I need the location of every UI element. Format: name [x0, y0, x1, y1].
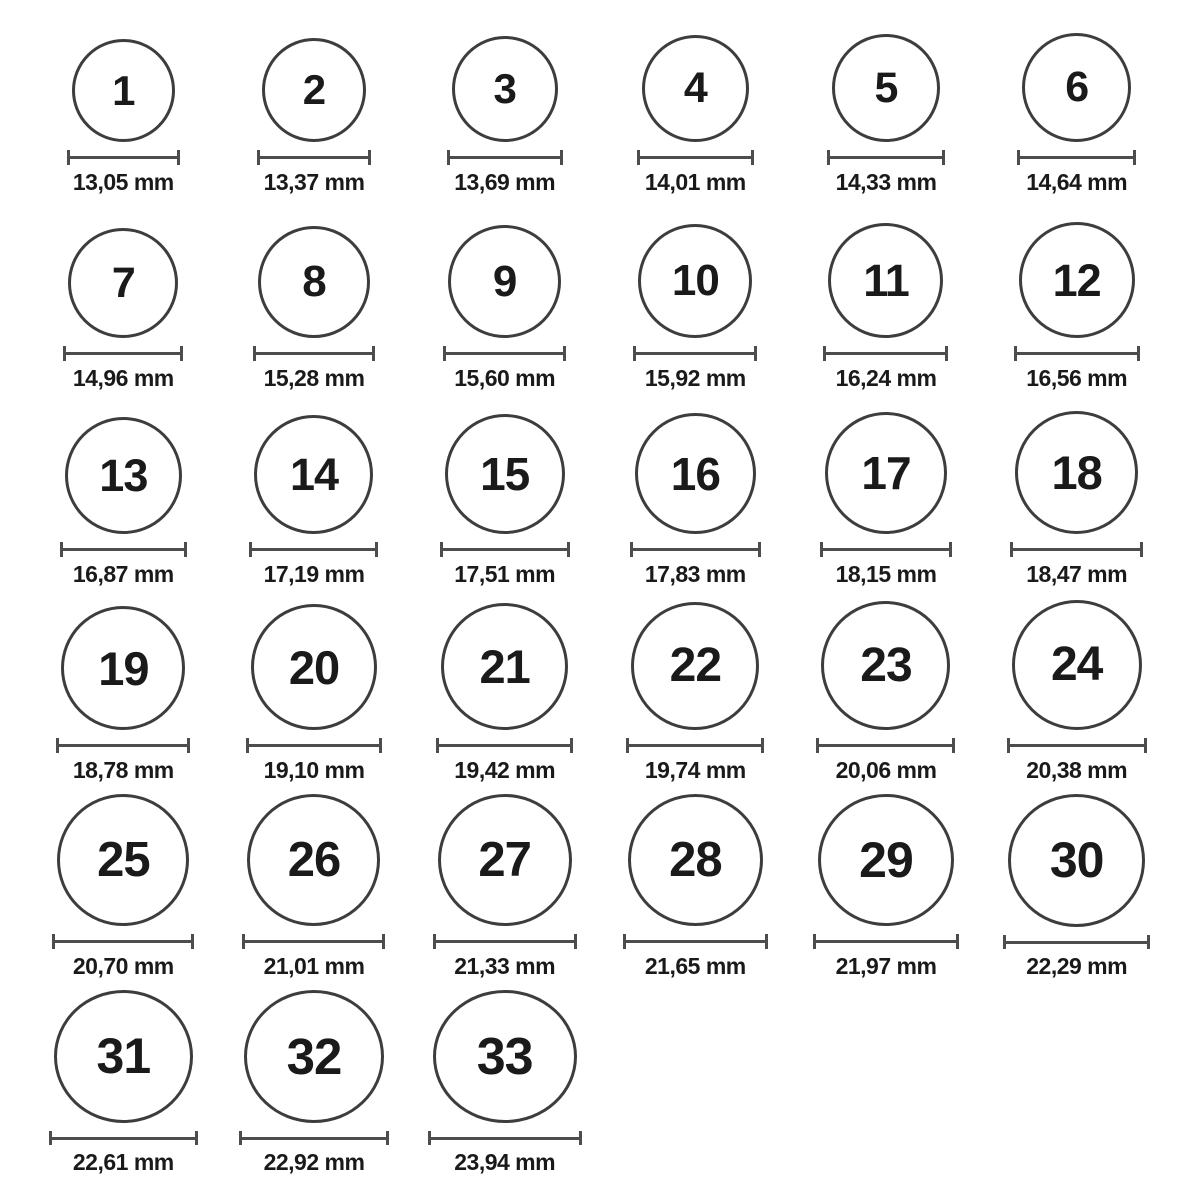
ring-circle — [821, 601, 950, 730]
diameter-measure-bar — [816, 940, 956, 943]
ring-circle — [828, 223, 943, 338]
ring-circle — [1015, 411, 1138, 534]
ring-size-cell — [28, 990, 219, 1186]
ring-size-cell — [219, 598, 410, 794]
diameter-measure-line — [1010, 542, 1143, 557]
diameter-measure-line — [1017, 150, 1136, 165]
diameter-label: 13,69 mm — [454, 169, 556, 195]
diameter-measure-bar — [70, 156, 177, 159]
diameter-measure-bar — [1006, 941, 1147, 944]
diameter-measure-bar — [59, 744, 187, 747]
diameter-measure-bar — [450, 156, 560, 159]
diameter-label: 20,70 mm — [72, 953, 174, 979]
ring-circle — [448, 225, 561, 338]
ring-size-cell — [600, 402, 791, 598]
diameter-label: 15,60 mm — [454, 365, 556, 391]
ring-circle — [445, 414, 565, 534]
ring-size-number: 11 — [863, 255, 909, 306]
ring-size-cell — [219, 10, 410, 206]
diameter-measure-bar — [626, 940, 765, 943]
ring-size-number: 23 — [860, 638, 912, 692]
ring-circle — [631, 602, 759, 730]
diameter-label: 14,64 mm — [1026, 169, 1128, 195]
diameter-measure-bar — [826, 352, 945, 355]
ring-size-number: 6 — [1065, 63, 1089, 111]
diameter-label: 22,61 mm — [72, 1149, 174, 1175]
ring-size-number: 26 — [287, 832, 341, 887]
diameter-measure-line — [239, 1131, 389, 1145]
diameter-label: 18,47 mm — [1026, 561, 1128, 587]
ring-size-number: 3 — [493, 65, 516, 112]
diameter-measure-line — [1014, 346, 1140, 361]
ring-circle — [61, 606, 185, 730]
ring-size-cell — [409, 10, 600, 206]
ring-size-cell — [981, 794, 1172, 990]
diameter-measure-line — [1007, 738, 1147, 753]
ring-size-cell — [981, 402, 1172, 598]
diameter-label: 14,01 mm — [644, 169, 746, 195]
ring-size-cell — [981, 598, 1172, 794]
diameter-label: 16,56 mm — [1026, 365, 1128, 391]
ring-size-number: 19 — [98, 641, 149, 695]
ring-size-number: 31 — [96, 1028, 151, 1085]
ring-size-number: 10 — [671, 256, 719, 305]
ring-size-cell — [409, 598, 600, 794]
diameter-measure-line — [440, 542, 570, 557]
ring-circle — [452, 36, 558, 142]
ring-circle — [832, 34, 940, 142]
diameter-measure-line — [633, 346, 757, 361]
diameter-measure-line — [56, 738, 190, 753]
ring-size-cell — [791, 10, 982, 206]
diameter-label: 22,29 mm — [1026, 953, 1128, 979]
ring-size-cell — [981, 206, 1172, 402]
diameter-measure-line — [246, 738, 382, 753]
ring-size-cell — [600, 598, 791, 794]
diameter-measure-line — [623, 934, 768, 949]
diameter-measure-line — [428, 1131, 582, 1145]
diameter-label: 21,33 mm — [454, 953, 556, 979]
ring-size-number: 32 — [286, 1027, 342, 1085]
diameter-measure-line — [443, 346, 566, 361]
ring-size-number: 28 — [669, 832, 722, 887]
ring-size-number: 18 — [1051, 446, 1102, 499]
diameter-measure-bar — [252, 548, 375, 551]
ring-size-cell — [409, 206, 600, 402]
diameter-measure-line — [433, 934, 577, 949]
diameter-measure-bar — [1020, 156, 1133, 159]
diameter-label: 16,24 mm — [835, 365, 937, 391]
diameter-measure-line — [63, 346, 183, 361]
diameter-measure-line — [813, 934, 959, 949]
ring-size-cell — [28, 598, 219, 794]
ring-size-cell — [219, 794, 410, 990]
ring-circle — [262, 38, 366, 142]
diameter-label: 20,06 mm — [835, 757, 937, 783]
diameter-label: 15,92 mm — [644, 365, 746, 391]
diameter-measure-line — [820, 542, 952, 557]
ring-circle — [1022, 33, 1131, 142]
diameter-measure-line — [249, 542, 378, 557]
diameter-label: 18,15 mm — [835, 561, 937, 587]
diameter-label: 21,65 mm — [644, 953, 746, 979]
diameter-measure-line — [49, 1131, 198, 1145]
ring-size-cell — [981, 10, 1172, 206]
diameter-label: 23,94 mm — [454, 1149, 556, 1175]
diameter-measure-line — [630, 542, 761, 557]
diameter-label: 16,87 mm — [72, 561, 174, 587]
diameter-measure-line — [1003, 935, 1150, 949]
ring-size-number: 24 — [1050, 638, 1103, 691]
diameter-measure-bar — [443, 548, 567, 551]
diameter-measure-line — [67, 150, 180, 165]
ring-circle — [1012, 600, 1142, 730]
diameter-measure-bar — [436, 940, 574, 943]
ring-size-number: 20 — [288, 640, 340, 694]
diameter-measure-bar — [256, 352, 372, 355]
ring-circle — [251, 604, 377, 730]
diameter-label: 17,19 mm — [263, 561, 365, 587]
diameter-measure-bar — [1013, 548, 1140, 551]
diameter-measure-bar — [629, 744, 761, 747]
ring-circle — [1019, 222, 1135, 338]
diameter-measure-line — [436, 738, 573, 753]
diameter-measure-bar — [819, 744, 952, 747]
diameter-measure-bar — [249, 744, 379, 747]
diameter-label: 22,92 mm — [263, 1149, 365, 1175]
diameter-measure-bar — [439, 744, 570, 747]
diameter-measure-bar — [55, 940, 191, 943]
ring-circle — [72, 39, 175, 142]
ring-circle — [818, 794, 954, 926]
ring-size-cell — [791, 794, 982, 990]
diameter-measure-bar — [431, 1137, 579, 1140]
ring-size-cell — [791, 206, 982, 402]
ring-circle — [628, 794, 763, 926]
diameter-label: 21,97 mm — [835, 953, 937, 979]
diameter-measure-line — [257, 150, 371, 165]
diameter-label: 20,38 mm — [1026, 757, 1128, 783]
diameter-measure-line — [447, 150, 563, 165]
ring-size-cell — [409, 990, 600, 1186]
ring-size-number: 8 — [302, 257, 326, 306]
ring-size-number: 21 — [479, 640, 530, 693]
diameter-measure-line — [816, 738, 955, 753]
diameter-label: 14,33 mm — [835, 169, 937, 195]
diameter-measure-line — [253, 346, 375, 361]
diameter-label: 18,78 mm — [72, 757, 174, 783]
diameter-measure-line — [823, 346, 948, 361]
diameter-label: 19,74 mm — [644, 757, 746, 783]
ring-size-cell — [600, 10, 791, 206]
ring-circle — [57, 794, 189, 926]
ring-circle — [254, 415, 373, 534]
ring-size-number: 5 — [874, 63, 898, 112]
ring-size-number: 15 — [480, 448, 530, 500]
ring-circle — [68, 228, 178, 338]
ring-size-cell — [28, 206, 219, 402]
diameter-measure-bar — [636, 352, 754, 355]
ring-size-number: 17 — [861, 447, 911, 499]
ring-size-number: 12 — [1052, 254, 1101, 306]
diameter-measure-bar — [446, 352, 563, 355]
diameter-label: 17,51 mm — [454, 561, 556, 587]
ring-size-cell — [219, 990, 410, 1186]
ring-size-cell — [28, 794, 219, 990]
ring-circle — [638, 224, 752, 338]
ring-size-cell — [409, 794, 600, 990]
ring-circle — [247, 794, 380, 926]
diameter-measure-bar — [260, 156, 368, 159]
ring-circle — [635, 413, 756, 534]
diameter-measure-line — [637, 150, 754, 165]
ring-circle — [54, 990, 193, 1123]
ring-circle — [438, 794, 572, 926]
ring-size-cell — [219, 206, 410, 402]
diameter-label: 21,01 mm — [263, 953, 365, 979]
ring-size-number: 9 — [492, 256, 517, 306]
ring-size-number: 13 — [99, 450, 148, 501]
ring-circle — [1008, 794, 1145, 927]
diameter-measure-bar — [823, 548, 949, 551]
ring-circle — [258, 226, 370, 338]
diameter-measure-line — [60, 542, 187, 557]
diameter-label: 14,96 mm — [72, 365, 174, 391]
ring-size-number: 1 — [112, 66, 135, 114]
ring-size-number: 25 — [97, 832, 150, 887]
ring-circle — [825, 412, 947, 534]
diameter-label: 13,05 mm — [72, 169, 174, 195]
ring-size-number: 33 — [476, 1027, 533, 1086]
diameter-measure-bar — [245, 940, 382, 943]
ring-circle — [65, 417, 182, 534]
diameter-measure-bar — [66, 352, 180, 355]
ring-size-cell — [409, 402, 600, 598]
ring-size-number: 4 — [683, 64, 707, 112]
ring-size-number: 30 — [1049, 832, 1104, 889]
ring-circle — [441, 603, 568, 730]
ring-size-cell — [219, 402, 410, 598]
diameter-label: 19,42 mm — [454, 757, 556, 783]
diameter-measure-line — [827, 150, 945, 165]
ring-size-number: 22 — [669, 639, 722, 692]
diameter-measure-bar — [1017, 352, 1137, 355]
ring-size-cell — [600, 794, 791, 990]
ring-size-number: 14 — [289, 449, 339, 500]
diameter-measure-bar — [633, 548, 758, 551]
ring-size-number: 7 — [111, 258, 135, 307]
ring-size-number: 16 — [670, 447, 720, 500]
ring-size-number: 27 — [478, 832, 531, 887]
diameter-label: 19,10 mm — [263, 757, 365, 783]
ring-circle — [642, 35, 749, 142]
ring-size-cell — [791, 402, 982, 598]
diameter-label: 15,28 mm — [263, 365, 365, 391]
diameter-measure-bar — [63, 548, 184, 551]
ring-size-cell — [791, 598, 982, 794]
ring-size-number: 2 — [302, 66, 326, 113]
diameter-measure-bar — [242, 1137, 386, 1140]
ring-size-cell — [28, 10, 219, 206]
diameter-measure-line — [626, 738, 764, 753]
ring-size-number: 29 — [859, 832, 913, 889]
diameter-measure-bar — [830, 156, 942, 159]
diameter-label: 17,83 mm — [644, 561, 746, 587]
diameter-measure-line — [52, 934, 194, 949]
diameter-measure-bar — [52, 1137, 195, 1140]
ring-circle — [244, 990, 384, 1123]
ring-size-cell — [600, 206, 791, 402]
diameter-measure-line — [242, 934, 385, 949]
diameter-measure-bar — [1010, 744, 1144, 747]
diameter-label: 13,37 mm — [263, 169, 365, 195]
ring-size-cell — [28, 402, 219, 598]
diameter-measure-bar — [640, 156, 751, 159]
ring-circle — [433, 990, 577, 1123]
